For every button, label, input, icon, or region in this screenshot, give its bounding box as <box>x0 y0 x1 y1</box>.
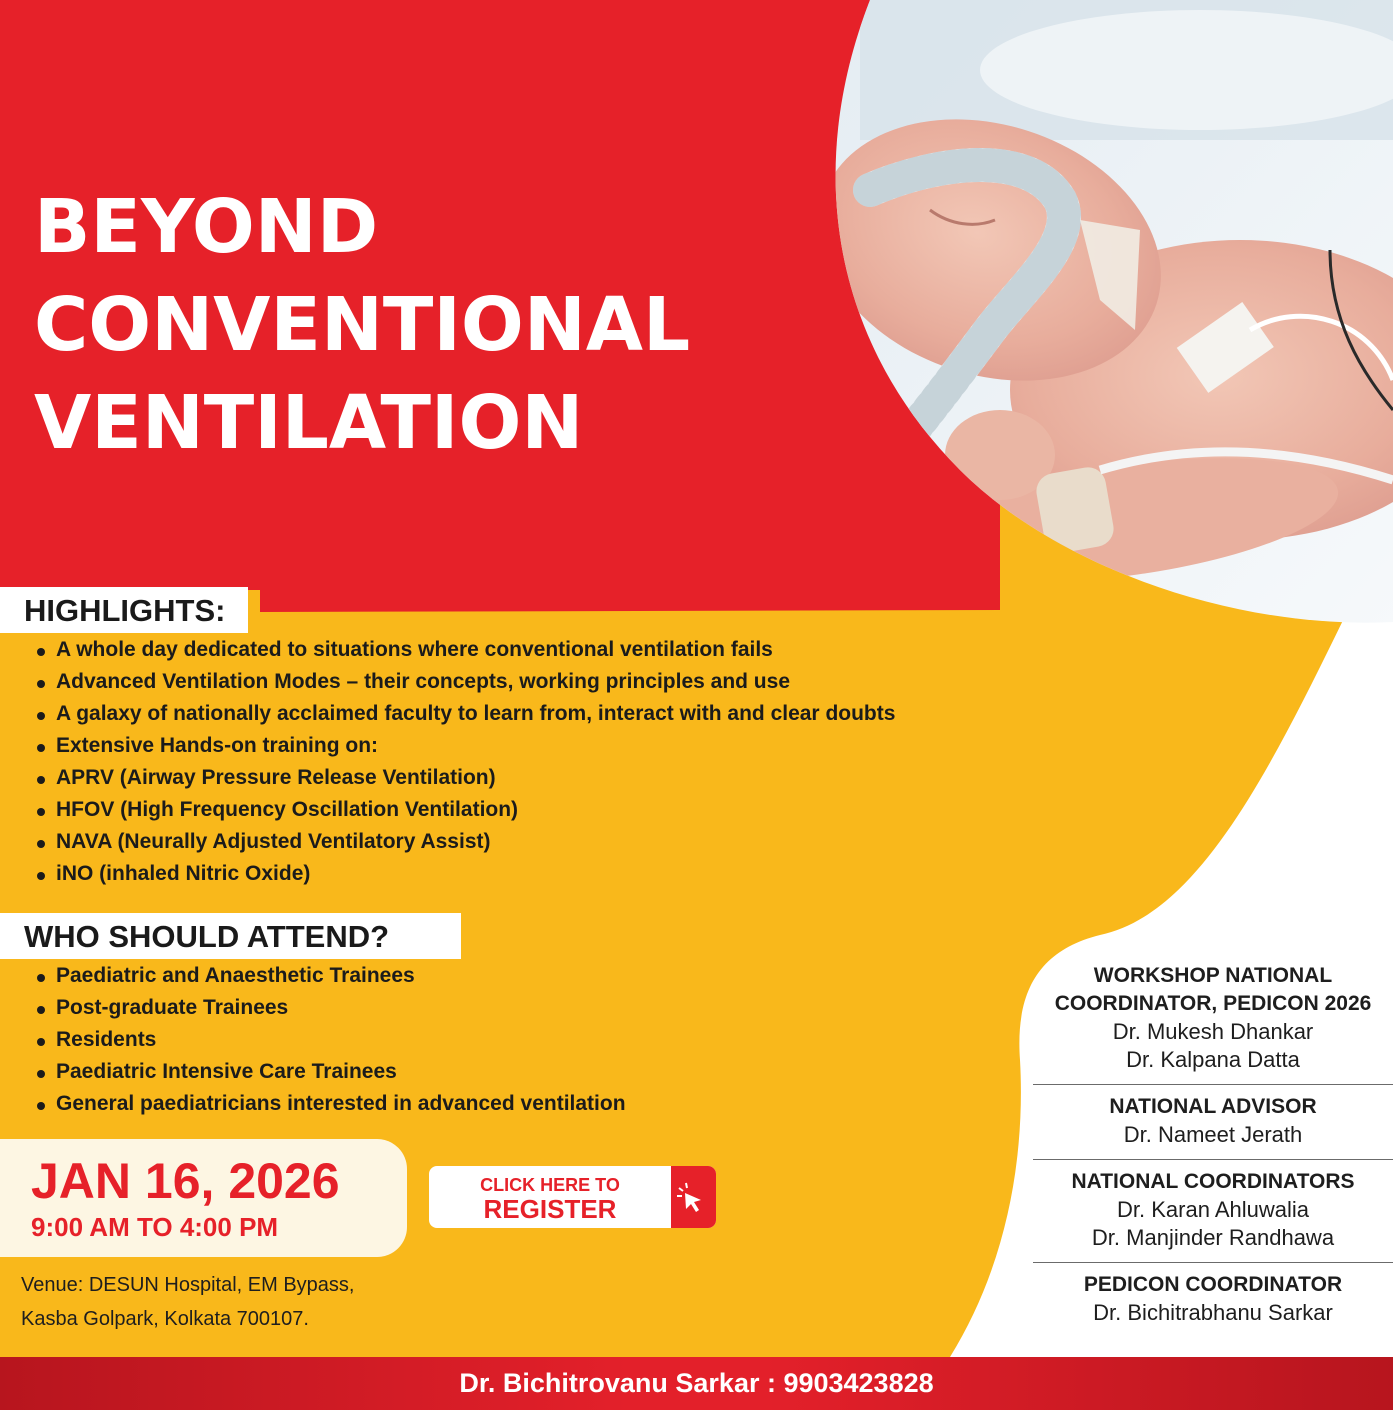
organizer-heading: PEDICON COORDINATOR <box>1083 1273 1343 1296</box>
highlights-heading: HIGHLIGHTS: <box>0 587 248 633</box>
list-item: iNO (inhaled Nitric Oxide) <box>34 858 895 890</box>
organizer-name: Dr. Kalpana Datta <box>1126 1047 1300 1072</box>
list-item: HFOV (High Frequency Oscillation Ventilation) <box>34 794 895 826</box>
venue-line: Venue: DESUN Hospital, EM Bypass, <box>21 1274 355 1296</box>
organizer-name: Dr. Nameet Jerath <box>1123 1122 1303 1147</box>
organizer-name: Dr. Mukesh Dhankar <box>1112 1019 1314 1044</box>
organizer-group <box>1033 1093 1393 1149</box>
organizer-heading: NATIONAL COORDINATORS <box>1071 1170 1355 1193</box>
list-item: APRV (Airway Pressure Release Ventilation) <box>34 762 895 794</box>
organizer-group <box>1033 962 1393 1074</box>
list-item: Paediatric Intensive Care Trainees <box>34 1056 626 1088</box>
title-line: VENTILATION <box>34 380 584 466</box>
organizer-heading: WORKSHOP NATIONAL <box>1093 964 1333 987</box>
list-item: Post-graduate Trainees <box>34 992 626 1024</box>
organizer-group <box>1033 1271 1393 1327</box>
footer-contact: Dr. Bichitrovanu Sarkar : 9903423828 <box>0 1357 1393 1410</box>
list-item: General paediatricians interested in advanced ventilation <box>34 1088 626 1120</box>
divider <box>1033 1262 1393 1263</box>
divider <box>1033 1084 1393 1085</box>
organizer-heading: COORDINATOR, PEDICON 2026 <box>1054 992 1372 1015</box>
event-time: 9:00 AM TO 4:00 PM <box>31 1212 279 1242</box>
register-label: REGISTER <box>483 1194 617 1224</box>
date-box <box>0 1139 407 1257</box>
list-item: Paediatric and Anaesthetic Trainees <box>34 960 626 992</box>
venue <box>21 1268 354 1336</box>
list-item: NAVA (Neurally Adjusted Ventilatory Assist) <box>34 826 895 858</box>
list-item: Residents <box>34 1024 626 1056</box>
organizer-name: Dr. Karan Ahluwalia <box>1117 1197 1309 1222</box>
organizers-panel <box>1033 962 1393 1327</box>
title-line: CONVENTIONAL <box>34 282 691 368</box>
list-item: Extensive Hands-on training on: <box>34 730 895 762</box>
event-date: JAN 16, 2026 <box>31 1153 340 1209</box>
divider <box>1033 1159 1393 1160</box>
title-line: BEYOND <box>34 184 379 270</box>
highlights-list <box>34 634 895 890</box>
event-title <box>34 178 690 472</box>
organizer-name: Dr. Manjinder Randhawa <box>1091 1225 1335 1250</box>
organizer-heading: NATIONAL ADVISOR <box>1109 1095 1317 1118</box>
organizer-group <box>1033 1168 1393 1252</box>
list-item: A whole day dedicated to situations where conventional ventilation fails <box>34 634 895 666</box>
list-item: A galaxy of nationally acclaimed faculty to learn from, interact with and clear doubts <box>34 698 895 730</box>
list-item: Advanced Ventilation Modes – their concepts, working principles and use <box>34 666 895 698</box>
cursor-click-icon <box>671 1166 716 1228</box>
register-button[interactable] <box>429 1166 716 1228</box>
venue-line: Kasba Golpark, Kolkata 700107. <box>21 1308 309 1330</box>
register-label-top: CLICK HERE TO <box>480 1175 620 1195</box>
organizer-name: Dr. Bichitrabhanu Sarkar <box>1093 1300 1333 1325</box>
attend-heading: WHO SHOULD ATTEND? <box>0 913 461 959</box>
attend-list <box>34 960 626 1120</box>
